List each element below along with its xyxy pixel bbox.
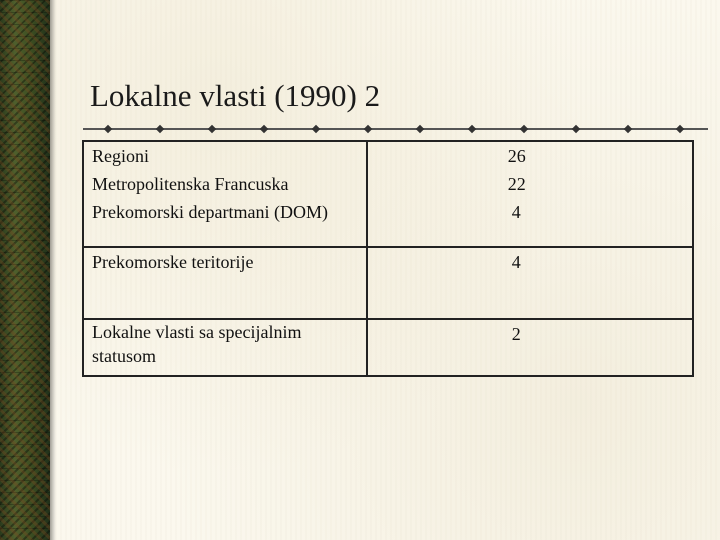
divider-dot <box>416 125 424 133</box>
table-cell-value <box>367 141 693 247</box>
divider-line <box>83 128 708 130</box>
divider-dot <box>676 125 684 133</box>
row-value: 26 <box>507 146 526 166</box>
divider-dot <box>260 125 268 133</box>
divider-dot <box>104 125 112 133</box>
table-cell-label <box>83 141 367 247</box>
divider-dot <box>156 125 164 133</box>
row-label: Metropolitenska Francuska <box>92 174 289 194</box>
row-value: 4 <box>511 202 521 222</box>
divider-dot <box>468 125 476 133</box>
title-divider <box>83 122 708 136</box>
row-value: 4 <box>511 252 521 272</box>
table-row <box>83 319 693 376</box>
divider-dot <box>364 125 372 133</box>
row-label: Prekomorske teritorije <box>92 252 254 272</box>
table-row <box>83 247 693 319</box>
table-cell-value <box>367 247 693 319</box>
row-value: 22 <box>507 174 526 194</box>
table-cell-label <box>83 319 367 376</box>
table-row <box>83 141 693 247</box>
left-binding-strip <box>0 0 50 540</box>
table-cell-label <box>83 247 367 319</box>
divider-dot <box>624 125 632 133</box>
divider-dot <box>312 125 320 133</box>
slide-title: Lokalne vlasti (1990) 2 <box>90 78 381 113</box>
row-value: 2 <box>511 324 521 344</box>
divider-dot <box>520 125 528 133</box>
row-label: Lokalne vlasti sa specijalnim statusom <box>92 322 302 366</box>
divider-dot <box>208 125 216 133</box>
table-cell-value <box>367 319 693 376</box>
binding-shadow <box>50 0 56 540</box>
local-authorities-table <box>82 140 694 377</box>
row-label: Regioni <box>92 146 149 166</box>
divider-dot <box>572 125 580 133</box>
row-label: Prekomorski departmani (DOM) <box>92 202 328 222</box>
